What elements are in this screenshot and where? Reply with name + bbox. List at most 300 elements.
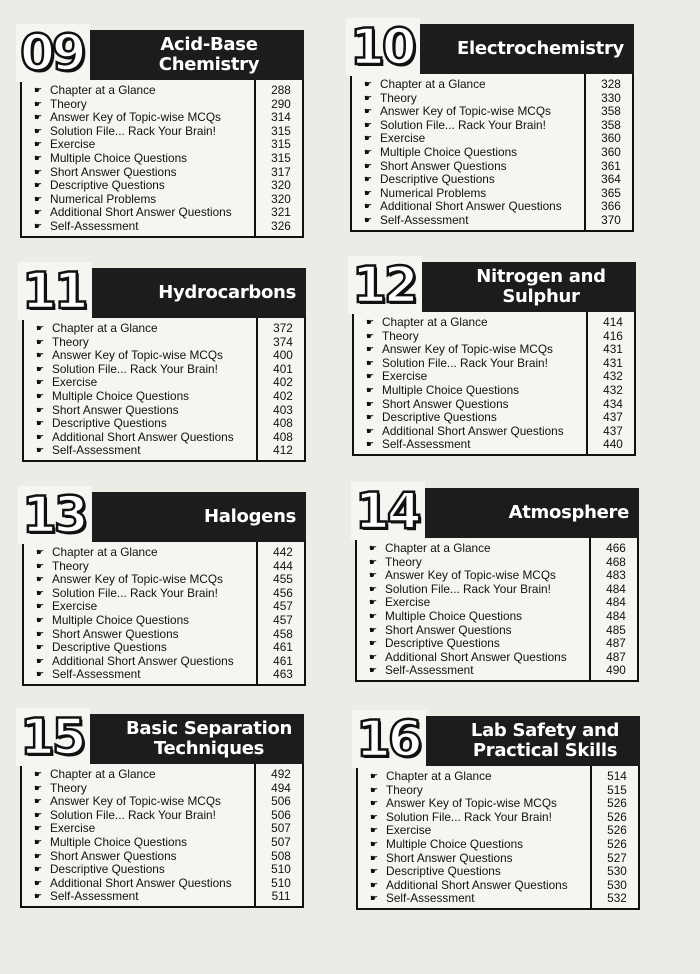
page-number: 456 [273, 585, 293, 600]
page-number: 457 [273, 599, 293, 614]
topic-label: Theory [380, 91, 417, 105]
pointing-hand-icon: ☛ [35, 655, 45, 666]
page-number: 360 [601, 131, 621, 146]
topic-label: Short Answer Questions [50, 165, 177, 179]
pointing-hand-icon: ☛ [368, 638, 378, 649]
page-number: 510 [271, 875, 291, 890]
chapter-header [20, 708, 304, 766]
topic-row[interactable] [22, 125, 302, 139]
topic-row[interactable] [24, 349, 304, 363]
topic-list [24, 542, 304, 684]
topic-row[interactable] [352, 92, 632, 106]
page-number: 461 [273, 640, 293, 655]
page-number: 315 [271, 137, 291, 152]
topic-row[interactable] [352, 160, 632, 174]
chapter-header [22, 486, 306, 544]
topic-label: Short Answer Questions [382, 397, 509, 411]
topic-row[interactable] [357, 556, 637, 570]
topic-label: Solution File... Rack Your Brain! [382, 356, 548, 370]
pointing-hand-icon: ☛ [35, 547, 45, 557]
pointing-hand-icon: ☛ [365, 371, 375, 382]
topic-row[interactable] [358, 879, 638, 893]
topic-label: Multiple Choice Questions [52, 613, 190, 627]
topic-label: Descriptive Questions [380, 173, 495, 187]
chapter-header [350, 18, 634, 76]
topic-row[interactable] [358, 824, 638, 838]
topic-row[interactable] [24, 600, 304, 614]
page-number: 431 [603, 342, 623, 357]
topic-row[interactable] [358, 865, 638, 879]
topic-label: Chapter at a Glance [382, 316, 488, 329]
topic-label: Chapter at a Glance [385, 542, 491, 555]
page-number: 487 [606, 649, 626, 664]
page-number: 416 [603, 328, 623, 343]
page-number: 317 [271, 164, 291, 179]
topic-row[interactable] [22, 836, 302, 850]
topic-row[interactable] [352, 132, 632, 146]
pointing-hand-icon: ☛ [35, 669, 45, 680]
topic-row[interactable] [354, 316, 634, 330]
topic-label: Chapter at a Glance [52, 322, 158, 335]
topic-row[interactable] [24, 376, 304, 390]
topic-row[interactable] [24, 668, 304, 682]
topic-row[interactable] [358, 784, 638, 798]
topic-row[interactable] [354, 425, 634, 439]
chapter-card-14 [355, 482, 639, 682]
page-number: 328 [601, 77, 621, 91]
topic-row[interactable] [358, 811, 638, 825]
page-number: 412 [273, 443, 293, 458]
topic-row[interactable] [24, 546, 304, 560]
topic-label: Short Answer Questions [385, 623, 512, 637]
topic-label: Solution File... Rack Your Brain! [50, 124, 216, 138]
pointing-hand-icon: ☛ [368, 651, 378, 662]
pointing-hand-icon: ☛ [369, 879, 379, 890]
pointing-hand-icon: ☛ [33, 823, 43, 834]
page-number: 444 [273, 558, 293, 573]
pointing-hand-icon: ☛ [33, 112, 43, 123]
pointing-hand-icon: ☛ [369, 811, 379, 822]
page-number: 508 [271, 848, 291, 863]
topic-row[interactable] [22, 768, 302, 782]
topic-label: Solution File... Rack Your Brain! [52, 586, 218, 600]
pointing-hand-icon: ☛ [33, 782, 43, 793]
page-number: 483 [606, 568, 626, 583]
topic-label: Solution File... Rack Your Brain! [385, 582, 551, 596]
topic-row[interactable] [352, 200, 632, 214]
topic-list [24, 318, 304, 460]
topic-list [352, 74, 632, 230]
topic-row[interactable] [352, 187, 632, 201]
page-number: 526 [607, 796, 627, 811]
topic-label: Additional Short Answer Questions [385, 650, 567, 664]
chapter-title: Nitrogen and Sulphur [476, 266, 606, 307]
topic-row[interactable] [354, 370, 634, 384]
pointing-hand-icon: ☛ [35, 574, 45, 585]
topic-label: Answer Key of Topic-wise MCQs [380, 105, 551, 119]
page-number: 527 [607, 850, 627, 865]
chapter-card-11 [22, 262, 306, 462]
topic-label: Exercise [380, 132, 426, 146]
topic-row[interactable] [22, 179, 302, 193]
page-number: 515 [607, 782, 627, 797]
topic-row[interactable] [22, 138, 302, 152]
page-number: 437 [603, 423, 623, 438]
topic-row[interactable] [352, 78, 632, 92]
topic-row[interactable] [24, 417, 304, 431]
pointing-hand-icon: ☛ [363, 201, 373, 212]
topic-row[interactable] [358, 892, 638, 906]
page-number: 530 [607, 877, 627, 892]
chapter-title: Lab Safety and Practical Skills [470, 720, 620, 761]
page-number: 364 [601, 172, 621, 187]
chapter-number: 13 [18, 486, 92, 544]
page-number: 431 [603, 355, 623, 370]
topic-row[interactable] [22, 890, 302, 904]
topic-label: Descriptive Questions [50, 863, 165, 877]
topic-row[interactable] [354, 330, 634, 344]
chapter-number: 12 [348, 256, 422, 314]
topic-row[interactable] [352, 173, 632, 187]
topic-label: Self-Assessment [52, 668, 141, 682]
topic-row[interactable] [357, 583, 637, 597]
topic-label: Solution File... Rack Your Brain! [52, 362, 218, 376]
page-number: 361 [601, 158, 621, 173]
pointing-hand-icon: ☛ [35, 431, 45, 442]
page-number: 365 [601, 185, 621, 200]
pointing-hand-icon: ☛ [365, 412, 375, 423]
topic-row[interactable] [24, 655, 304, 669]
topic-label: Short Answer Questions [52, 627, 179, 641]
pointing-hand-icon: ☛ [35, 390, 45, 401]
chapter-card-09 [20, 24, 304, 238]
topic-row[interactable] [358, 797, 638, 811]
chapter-number: 09 [16, 24, 90, 82]
topic-row[interactable] [357, 651, 637, 665]
pointing-hand-icon: ☛ [363, 146, 373, 157]
page-number: 442 [273, 545, 293, 559]
topic-label: Short Answer Questions [52, 403, 179, 417]
topic-row[interactable] [352, 119, 632, 133]
topic-row[interactable] [24, 431, 304, 445]
topic-label: Self-Assessment [50, 890, 139, 904]
chapter-title: Hydrocarbons [158, 282, 296, 303]
page-number: 408 [273, 429, 293, 444]
page-number: 370 [601, 212, 621, 227]
topic-label: Additional Short Answer Questions [50, 876, 232, 890]
topic-label: Exercise [50, 822, 96, 836]
page-number: 437 [603, 410, 623, 425]
chapter-card-16 [356, 710, 640, 910]
topic-row[interactable] [24, 404, 304, 418]
topic-label: Additional Short Answer Questions [52, 654, 234, 668]
topic-row[interactable] [352, 214, 632, 228]
pointing-hand-icon: ☛ [33, 180, 43, 191]
page-number: 402 [273, 388, 293, 403]
topic-row[interactable] [24, 560, 304, 574]
topic-label: Multiple Choice Questions [385, 609, 523, 623]
topic-label: Answer Key of Topic-wise MCQs [386, 797, 557, 811]
page-number: 434 [603, 396, 623, 411]
page-number: 530 [607, 864, 627, 879]
topic-label: Exercise [52, 376, 98, 390]
page-number: 461 [273, 653, 293, 668]
topic-row[interactable] [357, 664, 637, 678]
pointing-hand-icon: ☛ [369, 838, 379, 849]
chapter-title: Electrochemistry [457, 38, 624, 59]
page-number: 315 [271, 150, 291, 165]
chapter-card-12 [352, 256, 636, 456]
topic-label: Chapter at a Glance [52, 546, 158, 559]
page-number: 507 [271, 821, 291, 836]
pointing-hand-icon: ☛ [35, 418, 45, 429]
topic-row[interactable] [24, 322, 304, 336]
topic-label: Answer Key of Topic-wise MCQs [385, 569, 556, 583]
topic-row[interactable] [24, 614, 304, 628]
chapter-card-13 [22, 486, 306, 686]
page-number: 366 [601, 199, 621, 214]
topic-row[interactable] [352, 146, 632, 160]
pointing-hand-icon: ☛ [33, 166, 43, 177]
page-number: 532 [607, 891, 627, 906]
pointing-hand-icon: ☛ [369, 771, 379, 781]
topic-label: Additional Short Answer Questions [386, 878, 568, 892]
pointing-hand-icon: ☛ [368, 597, 378, 608]
pointing-hand-icon: ☛ [365, 398, 375, 409]
topic-label: Self-Assessment [382, 438, 471, 452]
page-number: 457 [273, 612, 293, 627]
page-number: 526 [607, 823, 627, 838]
page-number: 507 [271, 834, 291, 849]
topic-label: Exercise [382, 370, 428, 384]
page-number: 432 [603, 369, 623, 384]
page-number: 511 [271, 889, 291, 904]
topic-row[interactable] [22, 850, 302, 864]
topic-row[interactable] [22, 193, 302, 207]
topic-row[interactable] [24, 444, 304, 458]
page-number: 314 [271, 110, 291, 125]
topic-label: Descriptive Questions [50, 179, 165, 193]
page-number: 290 [271, 96, 291, 111]
pointing-hand-icon: ☛ [365, 344, 375, 355]
page-number: 401 [273, 361, 293, 376]
topic-label: Additional Short Answer Questions [52, 430, 234, 444]
pointing-hand-icon: ☛ [35, 336, 45, 347]
pointing-hand-icon: ☛ [368, 556, 378, 567]
topic-label: Multiple Choice Questions [50, 835, 188, 849]
topic-row[interactable] [22, 782, 302, 796]
topic-label: Answer Key of Topic-wise MCQs [52, 573, 223, 587]
topic-label: Chapter at a Glance [380, 78, 486, 91]
page-number: 458 [273, 626, 293, 641]
topic-row[interactable] [22, 152, 302, 166]
pointing-hand-icon: ☛ [35, 614, 45, 625]
topic-row[interactable] [357, 596, 637, 610]
topic-label: Numerical Problems [380, 186, 487, 200]
topic-label: Theory [50, 781, 87, 795]
page-number: 506 [271, 794, 291, 809]
topic-row[interactable] [22, 166, 302, 180]
pointing-hand-icon: ☛ [33, 836, 43, 847]
topic-row[interactable] [358, 770, 638, 784]
topic-list [357, 538, 637, 680]
topic-row[interactable] [22, 111, 302, 125]
pointing-hand-icon: ☛ [33, 207, 43, 218]
chapter-title: Halogens [204, 506, 296, 527]
topic-label: Multiple Choice Questions [50, 151, 188, 165]
pointing-hand-icon: ☛ [363, 174, 373, 185]
topic-row[interactable] [354, 357, 634, 371]
pointing-hand-icon: ☛ [33, 769, 43, 779]
topic-row[interactable] [358, 852, 638, 866]
topic-row[interactable] [22, 220, 302, 234]
topic-row[interactable] [354, 384, 634, 398]
page-number: 440 [603, 437, 623, 452]
pointing-hand-icon: ☛ [35, 377, 45, 388]
pointing-hand-icon: ☛ [365, 384, 375, 395]
topic-label: Descriptive Questions [382, 411, 497, 425]
chapter-header [355, 482, 639, 540]
topic-label: Self-Assessment [380, 213, 469, 227]
topic-row[interactable] [357, 542, 637, 556]
chapter-header [356, 710, 640, 768]
topic-label: Additional Short Answer Questions [380, 200, 562, 214]
page-number: 358 [601, 117, 621, 132]
page-number: 494 [271, 780, 291, 795]
pointing-hand-icon: ☛ [33, 796, 43, 807]
page-number: 326 [271, 218, 291, 233]
topic-row[interactable] [22, 809, 302, 823]
page-number: 484 [606, 595, 626, 610]
chapter-title: Acid-Base Chemistry [158, 34, 260, 75]
topic-row[interactable] [22, 795, 302, 809]
chapter-number: 10 [346, 18, 420, 76]
pointing-hand-icon: ☛ [369, 798, 379, 809]
page-number: 485 [606, 622, 626, 637]
pointing-hand-icon: ☛ [35, 560, 45, 571]
topic-label: Exercise [50, 138, 96, 152]
chapter-number: 14 [351, 482, 425, 540]
topic-label: Short Answer Questions [380, 159, 507, 173]
page-number: 463 [273, 667, 293, 682]
topic-row[interactable] [357, 637, 637, 651]
pointing-hand-icon: ☛ [363, 106, 373, 117]
pointing-hand-icon: ☛ [363, 187, 373, 198]
topic-row[interactable] [22, 877, 302, 891]
pointing-hand-icon: ☛ [368, 570, 378, 581]
chapter-header [22, 262, 306, 320]
page-number: 315 [271, 123, 291, 138]
chapter-header [20, 24, 304, 82]
pointing-hand-icon: ☛ [363, 133, 373, 144]
topic-label: Multiple Choice Questions [52, 389, 190, 403]
pointing-hand-icon: ☛ [369, 866, 379, 877]
pointing-hand-icon: ☛ [365, 439, 375, 450]
topic-row[interactable] [354, 398, 634, 412]
chapter-title: Basic Separation Techniques [125, 718, 293, 759]
topic-label: Theory [385, 555, 422, 569]
topic-list [22, 80, 302, 236]
topic-row[interactable] [24, 336, 304, 350]
topic-row[interactable] [24, 641, 304, 655]
topic-label: Multiple Choice Questions [380, 145, 518, 159]
pointing-hand-icon: ☛ [35, 363, 45, 374]
topic-label: Additional Short Answer Questions [50, 206, 232, 220]
topic-row[interactable] [24, 363, 304, 377]
pointing-hand-icon: ☛ [33, 85, 43, 95]
topic-row[interactable] [24, 628, 304, 642]
topic-row[interactable] [354, 438, 634, 452]
topic-row[interactable] [354, 343, 634, 357]
topic-label: Short Answer Questions [386, 851, 513, 865]
topic-row[interactable] [357, 610, 637, 624]
topic-label: Exercise [52, 600, 98, 614]
page-number: 526 [607, 809, 627, 824]
pointing-hand-icon: ☛ [35, 587, 45, 598]
topic-row[interactable] [358, 838, 638, 852]
pointing-hand-icon: ☛ [33, 193, 43, 204]
page-number: 403 [273, 402, 293, 417]
topic-row[interactable] [24, 587, 304, 601]
topic-label: Short Answer Questions [50, 849, 177, 863]
topic-row[interactable] [357, 569, 637, 583]
pointing-hand-icon: ☛ [33, 877, 43, 888]
page-number: 408 [273, 416, 293, 431]
topic-list [358, 766, 638, 908]
page-number: 510 [271, 862, 291, 877]
pointing-hand-icon: ☛ [363, 160, 373, 171]
topic-label: Answer Key of Topic-wise MCQs [52, 349, 223, 363]
topic-label: Self-Assessment [50, 219, 139, 233]
page-number: 484 [606, 581, 626, 596]
topic-row[interactable] [357, 624, 637, 638]
page-number: 492 [271, 767, 291, 781]
topic-label: Theory [382, 329, 419, 343]
topic-row[interactable] [22, 98, 302, 112]
pointing-hand-icon: ☛ [35, 404, 45, 415]
pointing-hand-icon: ☛ [365, 317, 375, 327]
page-number: 490 [606, 663, 626, 678]
page-number: 466 [606, 541, 626, 555]
pointing-hand-icon: ☛ [33, 98, 43, 109]
topic-label: Answer Key of Topic-wise MCQs [50, 795, 221, 809]
topic-label: Answer Key of Topic-wise MCQs [382, 343, 553, 357]
pointing-hand-icon: ☛ [35, 445, 45, 456]
topic-row[interactable] [354, 411, 634, 425]
topic-row[interactable] [22, 863, 302, 877]
pointing-hand-icon: ☛ [363, 119, 373, 130]
pointing-hand-icon: ☛ [35, 628, 45, 639]
topic-label: Chapter at a Glance [50, 768, 156, 781]
pointing-hand-icon: ☛ [33, 891, 43, 902]
pointing-hand-icon: ☛ [365, 330, 375, 341]
topic-label: Multiple Choice Questions [382, 383, 520, 397]
pointing-hand-icon: ☛ [33, 139, 43, 150]
topic-row[interactable] [24, 390, 304, 404]
topic-label: Self-Assessment [386, 892, 475, 906]
chapter-title: Atmosphere [508, 502, 629, 523]
pointing-hand-icon: ☛ [33, 850, 43, 861]
topic-row[interactable] [22, 822, 302, 836]
topic-row[interactable] [24, 573, 304, 587]
pointing-hand-icon: ☛ [369, 893, 379, 904]
topic-label: Chapter at a Glance [386, 770, 492, 783]
page-number: 487 [606, 636, 626, 651]
topic-row[interactable] [22, 206, 302, 220]
topic-row[interactable] [352, 105, 632, 119]
topic-row[interactable] [22, 84, 302, 98]
topic-label: Exercise [386, 824, 432, 838]
